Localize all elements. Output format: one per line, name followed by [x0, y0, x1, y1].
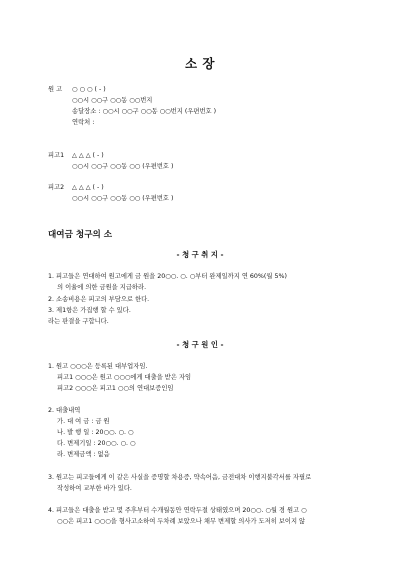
cause-paragraph-1-a: 피고1 ○○○은 원고 ○○○에게 대출을 받은 자임 [57, 374, 192, 381]
defendant1-address: ○○시 ○○구 ○○동 ○○ (우편번호 ) [72, 163, 174, 170]
document-title: 소 장 [184, 56, 215, 71]
plaintiff-label: 원 고 [48, 86, 63, 93]
plaintiff-contact: 연락처 : [72, 119, 95, 126]
plaintiff-name: ○ ○ ○ ( - ) [72, 86, 106, 93]
cause-paragraph-2: 2. 대출내역 [48, 407, 81, 414]
defendant1-label: 피고1 [48, 152, 65, 159]
loan-issue-date: 나. 발 행 일 : 20○○. ○. ○ [57, 429, 134, 436]
claim-purpose-closing: 라는 판결을 구합니다. [48, 318, 109, 325]
loan-amount: 가. 대 여 금 : 금 원 [57, 418, 110, 425]
case-title: 대여금 청구의 소 [48, 230, 113, 240]
claim-purpose-item-1-cont: 의 이율에 의한 금원을 지급하라. [57, 284, 147, 291]
claim-purpose-header: - 청 구 취 지 - [176, 250, 224, 259]
defendant2-address: ○○시 ○○구 ○○동 ○○ (우편번호 ) [72, 195, 174, 202]
cause-paragraph-1-b: 피고2 ○○○은 피고1 ○○의 연대보증인임 [57, 385, 174, 392]
loan-due-date: 다. 변제기일 : 20○○. ○. ○ [57, 440, 136, 447]
cause-paragraph-3-cont: 작성하여 교부한 바가 있다. [57, 485, 132, 492]
cause-paragraph-4: 4. 피고들은 대출을 받고 몇 주후부터 수개월동안 연락두절 상태였으며 20○○. ○월 경 원고 ○ [48, 507, 307, 514]
claim-purpose-item-2: 2. 소송비용은 피고의 부담으로 한다. [48, 296, 150, 303]
plaintiff-address: ○○시 ○○구 ○○동 ○○번지 [72, 97, 153, 104]
cause-paragraph-4-cont: ○○은 피고1 ○○○을 형사고소하여 두차례 보았으나 채무 변제할 의사가 도저히 보이지 않 [57, 518, 306, 525]
claim-purpose-item-1: 1. 피고들은 연대하여 원고에게 금 원을 20○○. ○. ○부터 완제일까지 연 60%(월 5%) [48, 273, 287, 280]
claim-cause-header: - 청 구 원 인 - [176, 340, 224, 349]
cause-paragraph-1: 1. 원고 ○○○은 등록된 대부업자임. [48, 363, 148, 370]
defendant2-name: △ △ △ ( - ) [72, 184, 104, 191]
loan-repaid-amount: 라. 변제금액 : 없음 [57, 451, 110, 458]
plaintiff-service-address: 송달장소 : ○○시 ○○구 ○○동 ○○번지 (우편번호 ) [72, 108, 217, 115]
defendant2-label: 피고2 [48, 184, 65, 191]
claim-purpose-item-3: 3. 제1항은 가집행 할 수 있다. [48, 307, 131, 314]
cause-paragraph-3: 3. 원고는 피고들에게 이 같은 사실을 증명할 차용증, 약속어음, 금전대차 이행지불각서를 자필로 [48, 474, 312, 481]
defendant1-name: △ △ △ ( - ) [72, 152, 104, 159]
